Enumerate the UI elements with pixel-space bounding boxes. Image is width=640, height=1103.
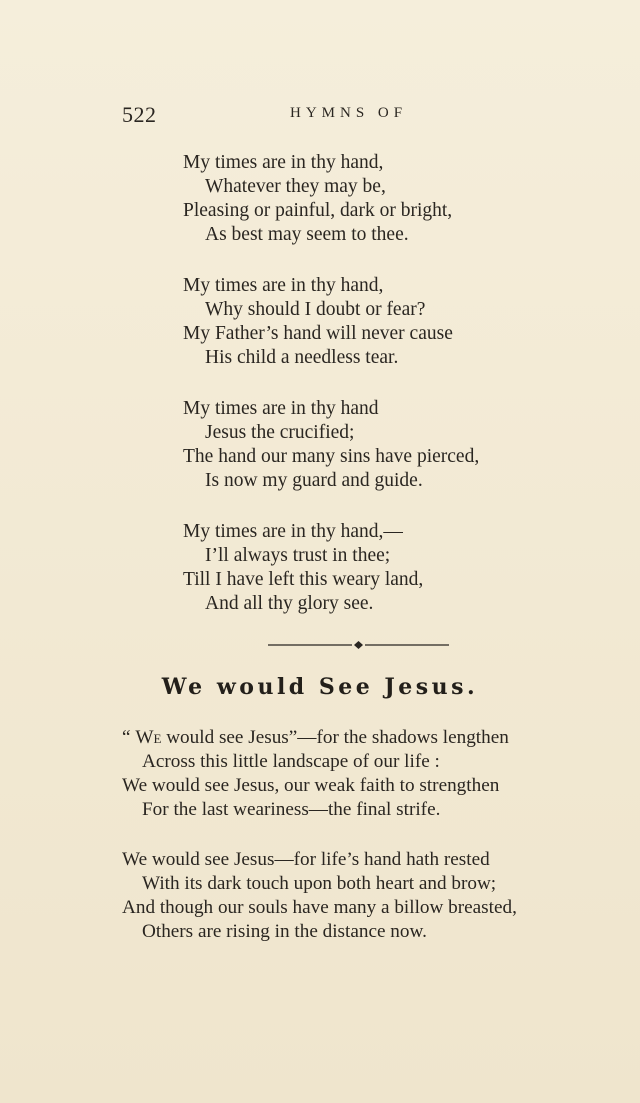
verse-line: Across this little landscape of our life : bbox=[142, 751, 440, 772]
hymn-two bbox=[122, 726, 622, 970]
verse-line: With its dark touch upon both heart and brow; bbox=[142, 873, 497, 894]
verse-line: Pleasing or painful, dark or bright, bbox=[183, 200, 453, 221]
verse-line: Whatever they may be, bbox=[205, 176, 386, 197]
verse-line: For the last weariness—the final strife. bbox=[142, 799, 441, 820]
page-number: 522 bbox=[122, 102, 157, 127]
running-head: HYMNS OF bbox=[290, 105, 408, 121]
stanza bbox=[122, 726, 622, 822]
verse-line: Why should I doubt or fear? bbox=[205, 299, 426, 320]
verse-line: We would see Jesus, our weak faith to strengthen bbox=[122, 775, 500, 796]
hymn-one bbox=[183, 151, 603, 643]
stanza bbox=[183, 151, 603, 247]
opening-word: We bbox=[135, 727, 162, 748]
verse-line: My times are in thy hand bbox=[183, 398, 379, 419]
verse-line: And all thy glory see. bbox=[205, 593, 374, 614]
verse-line: My Father’s hand will never cause bbox=[183, 323, 453, 344]
stanza bbox=[183, 520, 603, 616]
verse-line: My times are in thy hand,— bbox=[183, 521, 403, 542]
verse-line: My times are in thy hand, bbox=[183, 275, 384, 296]
section-divider-ornament bbox=[268, 638, 449, 652]
opening-quote: “ bbox=[122, 727, 136, 748]
hymn-title: We would See Jesus. bbox=[161, 674, 479, 700]
verse-line: My times are in thy hand, bbox=[183, 152, 384, 173]
verse-line: The hand our many sins have pierced, bbox=[183, 446, 480, 467]
verse-line: We would see Jesus—for life’s hand hath rested bbox=[122, 849, 490, 870]
verse-line: Till I have left this weary land, bbox=[183, 569, 424, 590]
verse-line: Jesus the crucified; bbox=[205, 422, 355, 443]
verse-line-first bbox=[122, 726, 622, 750]
verse-line: I’ll always trust in thee; bbox=[205, 545, 391, 566]
verse-line: Others are rising in the distance now. bbox=[142, 921, 427, 942]
stanza bbox=[183, 397, 603, 493]
verse-line: Is now my guard and guide. bbox=[205, 470, 423, 491]
stanza bbox=[122, 848, 622, 944]
verse-line: His child a needless tear. bbox=[205, 347, 399, 368]
verse-line: As best may seem to thee. bbox=[205, 224, 409, 245]
verse-line: And though our souls have many a billow breasted, bbox=[122, 897, 517, 918]
stanza bbox=[183, 274, 603, 370]
first-line-rest: would see Jesus”—for the shadows lengthen bbox=[161, 727, 509, 748]
divider-diamond bbox=[354, 641, 363, 649]
